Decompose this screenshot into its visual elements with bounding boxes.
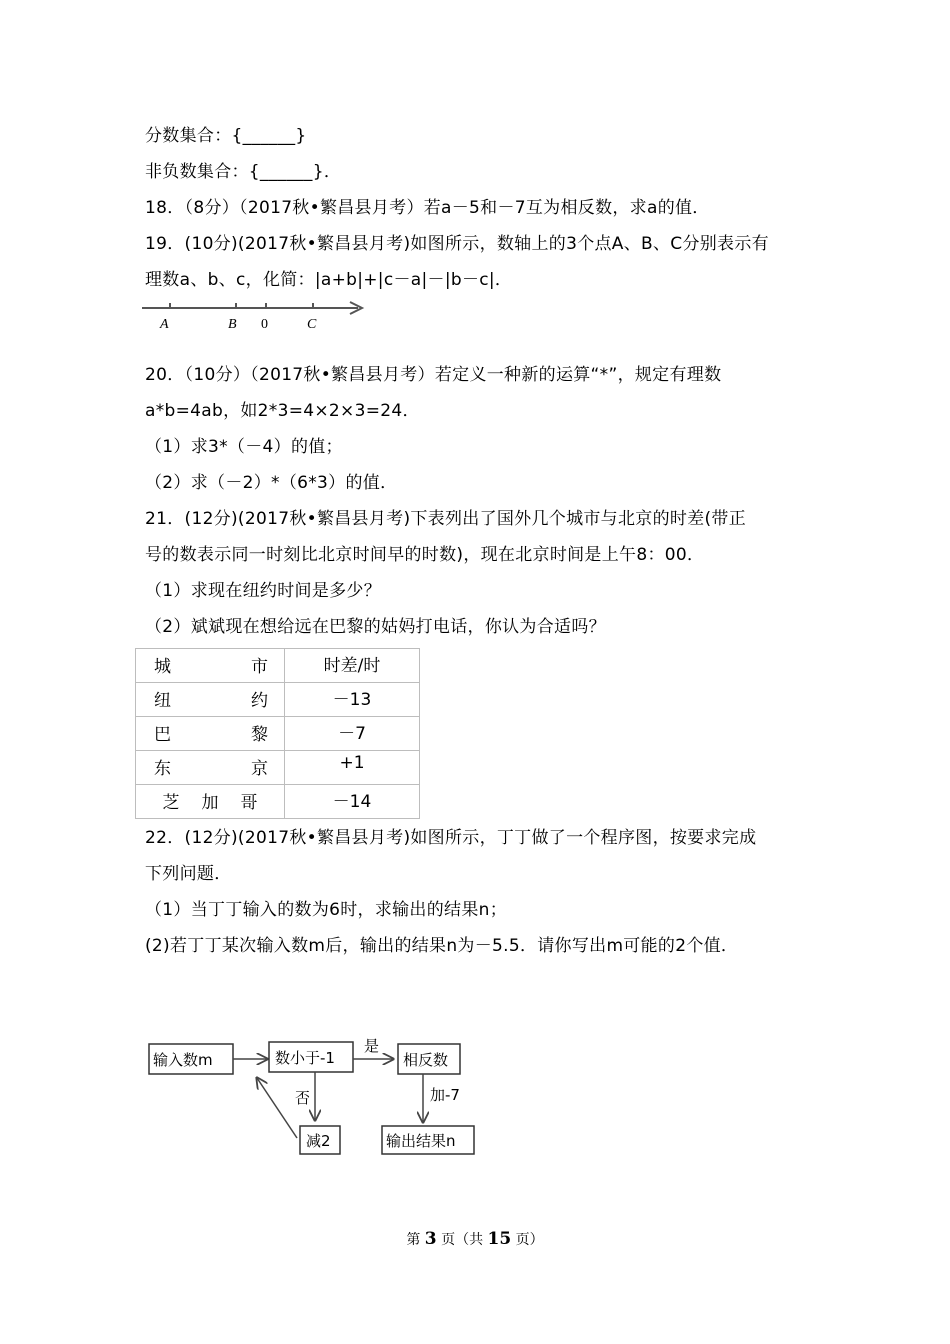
label-b: B xyxy=(228,317,237,332)
city-char: 东 xyxy=(154,759,171,779)
question-22-line-1: 22．(12分)(2017秋•繁昌县月考)如图所示，丁丁做了一个程序图，按要求完成 xyxy=(145,828,757,848)
add-label: 加-7 xyxy=(430,1086,460,1104)
footer-suffix: 页） xyxy=(515,1232,544,1248)
label-c: C xyxy=(307,317,317,332)
city-char: 约 xyxy=(251,691,268,711)
footer-total-pages: 15 xyxy=(487,1229,512,1249)
input-label: 输入数m xyxy=(153,1051,213,1069)
table-row xyxy=(136,717,420,751)
city-char: 哥 xyxy=(240,793,258,813)
question-19-line-2: 理数a、b、c，化简：|a+b|+|c－a|－|b－c|． xyxy=(145,270,513,290)
table-row xyxy=(136,683,420,717)
question-20-line-2: a*b=4ab，如2*3=4×2×3=24． xyxy=(145,401,420,421)
header-city-2: 市 xyxy=(251,657,268,677)
city-char: 纽 xyxy=(154,691,171,711)
subtract-label: 减2 xyxy=(306,1132,331,1150)
question-21-line-2: 号的数表示同一时刻比北京时间早的时数)，现在北京时间是上午8：00． xyxy=(145,545,705,565)
time-difference-table xyxy=(135,648,420,819)
city-char: 黎 xyxy=(251,725,268,745)
number-line-figure xyxy=(140,296,370,336)
question-22-part-1: （1）当丁丁输入的数为6时，求输出的结果n； xyxy=(145,900,508,920)
question-22-line-2: 下列问题． xyxy=(145,864,232,884)
no-label: 否 xyxy=(295,1089,311,1107)
question-22-part-2: (2)若丁丁某次输入数m后，输出的结果n为－5.5．请你写出m可能的2个值． xyxy=(145,936,739,956)
question-20-line-1: 20．（10分）（2017秋•繁昌县月考）若定义一种新的运算“*”，规定有理数 xyxy=(145,365,722,385)
time-diff-value: －14 xyxy=(332,792,372,812)
question-21-line-1: 21．(12分)(2017秋•繁昌县月考)下表列出了国外几个城市与北京的时差(带正 xyxy=(145,509,747,529)
footer-prefix: 第 xyxy=(406,1232,421,1248)
program-flowchart xyxy=(140,1030,485,1160)
city-char: 芝 xyxy=(162,793,180,813)
fraction-set-line: 分数集合：{______} xyxy=(145,126,307,146)
question-21-part-1: （1）求现在纽约时间是多少？ xyxy=(145,581,382,601)
page-footer xyxy=(0,1229,950,1249)
city-char: 巴 xyxy=(154,725,171,745)
city-char: 加 xyxy=(201,793,219,813)
footer-middle: 页（共 xyxy=(441,1232,484,1248)
time-diff-value: －13 xyxy=(332,690,372,710)
output-label: 输出结果n xyxy=(386,1132,456,1150)
city-char: 京 xyxy=(251,759,268,779)
table-header-row xyxy=(136,649,420,683)
time-diff-value: －7 xyxy=(338,724,366,744)
question-18: 18．（8分）（2017秋•繁昌县月考）若a－5和－7互为相反数，求a的值． xyxy=(145,198,710,218)
time-diff-value: +1 xyxy=(339,753,365,773)
label-zero: 0 xyxy=(261,317,268,332)
condition-label: 数小于-1 xyxy=(275,1049,335,1067)
question-20-part-2: （2）求（－2）*（6*3）的值． xyxy=(145,473,398,493)
question-21-part-2: （2）斌斌现在想给远在巴黎的姑妈打电话，你认为合适吗？ xyxy=(145,617,606,637)
question-19-line-1: 19．(10分)(2017秋•繁昌县月考)如图所示，数轴上的3个点A、B、C分别表示有 xyxy=(145,234,769,254)
opposite-label: 相反数 xyxy=(403,1051,449,1069)
table-row xyxy=(136,785,420,819)
footer-page-number: 3 xyxy=(424,1229,437,1249)
table-row xyxy=(136,751,420,785)
arrow-loop-back xyxy=(257,1078,297,1138)
question-20-part-1: （1）求3*（－4）的值； xyxy=(145,437,343,457)
header-time-diff: 时差/时 xyxy=(323,656,381,676)
label-a: A xyxy=(160,317,169,332)
nonnegative-set-line: 非负数集合：{______}． xyxy=(145,162,342,182)
yes-label: 是 xyxy=(364,1037,380,1055)
header-city-1: 城 xyxy=(154,657,171,677)
